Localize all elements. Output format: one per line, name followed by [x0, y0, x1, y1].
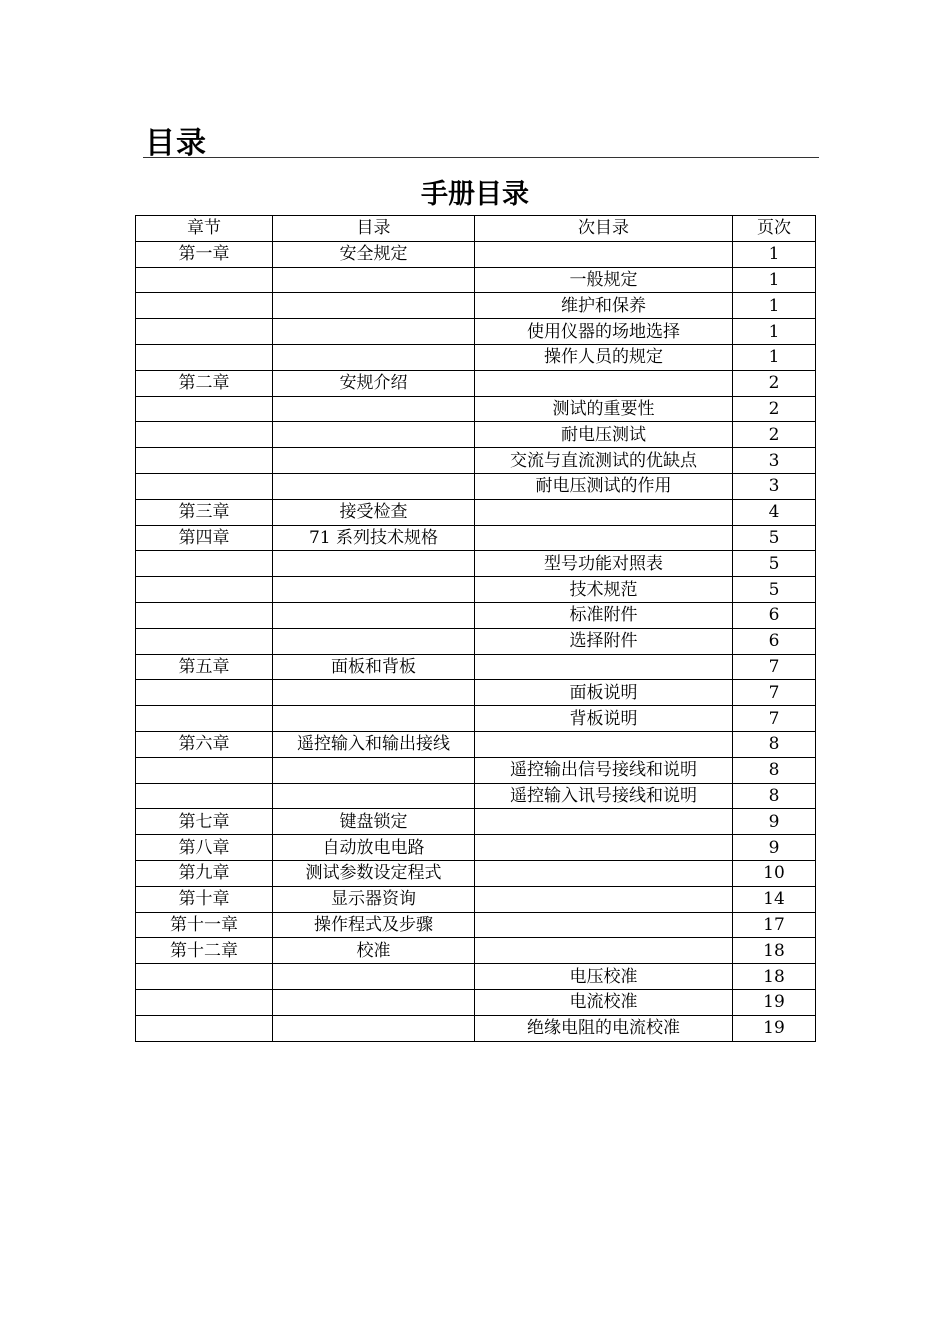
chapter-cell: [136, 783, 273, 809]
subcontents-cell: 交流与直流测试的优缺点: [475, 448, 733, 474]
table-row: [136, 602, 816, 628]
page-cell: 6: [733, 628, 816, 654]
subcontents-cell: 遥控输出信号接线和说明: [475, 757, 733, 783]
toc-body: [136, 241, 816, 1041]
page-cell: 2: [733, 396, 816, 422]
chapter-cell: 第五章: [136, 654, 273, 680]
chapter-cell: [136, 602, 273, 628]
page-cell: 7: [733, 706, 816, 732]
page-cell: 7: [733, 680, 816, 706]
contents-cell: [273, 602, 475, 628]
subcontents-cell: [475, 886, 733, 912]
chapter-cell: [136, 473, 273, 499]
section-heading: 目录: [145, 126, 207, 161]
table-row: [136, 731, 816, 757]
chapter-cell: 第十一章: [136, 912, 273, 938]
contents-cell: [273, 680, 475, 706]
subcontents-cell: 使用仪器的场地选择: [475, 319, 733, 345]
subcontents-cell: [475, 912, 733, 938]
chapter-cell: 第七章: [136, 809, 273, 835]
chapter-cell: [136, 964, 273, 990]
heading-divider: [143, 157, 819, 158]
table-row: [136, 680, 816, 706]
contents-cell: 显示器资询: [273, 886, 475, 912]
header-chapter: 章节: [136, 216, 273, 242]
contents-cell: [273, 319, 475, 345]
subcontents-cell: [475, 938, 733, 964]
contents-cell: 校准: [273, 938, 475, 964]
table-row: [136, 267, 816, 293]
page-cell: 19: [733, 1015, 816, 1041]
subcontents-cell: 面板说明: [475, 680, 733, 706]
chapter-cell: [136, 551, 273, 577]
chapter-cell: 第十章: [136, 886, 273, 912]
contents-cell: 71 系列技术规格: [273, 525, 475, 551]
chapter-cell: [136, 706, 273, 732]
page-cell: 14: [733, 886, 816, 912]
chapter-cell: [136, 319, 273, 345]
subcontents-cell: 耐电压测试的作用: [475, 473, 733, 499]
contents-cell: [273, 422, 475, 448]
subcontents-cell: [475, 525, 733, 551]
subcontents-cell: 操作人员的规定: [475, 344, 733, 370]
page-cell: 6: [733, 602, 816, 628]
contents-cell: [273, 396, 475, 422]
table-row: [136, 989, 816, 1015]
chapter-cell: [136, 396, 273, 422]
toc-table: [135, 215, 816, 1042]
contents-cell: 键盘锁定: [273, 809, 475, 835]
contents-cell: [273, 706, 475, 732]
table-row: [136, 860, 816, 886]
chapter-cell: 第二章: [136, 370, 273, 396]
table-row: [136, 448, 816, 474]
subcontents-cell: 电流校准: [475, 989, 733, 1015]
page-cell: 1: [733, 344, 816, 370]
chapter-cell: [136, 267, 273, 293]
page-cell: 1: [733, 241, 816, 267]
contents-cell: [273, 628, 475, 654]
subcontents-cell: 耐电压测试: [475, 422, 733, 448]
chapter-cell: [136, 628, 273, 654]
contents-cell: [273, 293, 475, 319]
subcontents-cell: 测试的重要性: [475, 396, 733, 422]
table-row: [136, 1015, 816, 1041]
page-cell: 8: [733, 757, 816, 783]
page-cell: 3: [733, 473, 816, 499]
table-row: [136, 525, 816, 551]
table-row: [136, 886, 816, 912]
subcontents-cell: 维护和保养: [475, 293, 733, 319]
page-cell: 18: [733, 938, 816, 964]
contents-cell: 自动放电电路: [273, 835, 475, 861]
contents-cell: 遥控输入和输出接线: [273, 731, 475, 757]
contents-cell: [273, 577, 475, 603]
subcontents-cell: [475, 370, 733, 396]
subcontents-cell: 一般规定: [475, 267, 733, 293]
table-row: [136, 473, 816, 499]
contents-cell: 操作程式及步骤: [273, 912, 475, 938]
subcontents-cell: 技术规范: [475, 577, 733, 603]
contents-cell: [273, 989, 475, 1015]
table-row: [136, 912, 816, 938]
table-row: [136, 241, 816, 267]
table-row: [136, 551, 816, 577]
subcontents-cell: 标准附件: [475, 602, 733, 628]
chapter-cell: 第三章: [136, 499, 273, 525]
header-contents: 目录: [273, 216, 475, 242]
chapter-cell: [136, 757, 273, 783]
table-row: [136, 577, 816, 603]
page-cell: 1: [733, 293, 816, 319]
contents-cell: 面板和背板: [273, 654, 475, 680]
page-cell: 19: [733, 989, 816, 1015]
toc-header-row: [136, 216, 816, 242]
chapter-cell: [136, 293, 273, 319]
chapter-cell: [136, 344, 273, 370]
contents-cell: 接受检查: [273, 499, 475, 525]
page-cell: 8: [733, 731, 816, 757]
chapter-cell: [136, 448, 273, 474]
subcontents-cell: 遥控输入讯号接线和说明: [475, 783, 733, 809]
page-cell: 7: [733, 654, 816, 680]
page-cell: 4: [733, 499, 816, 525]
table-row: [136, 344, 816, 370]
table-row: [136, 370, 816, 396]
subcontents-cell: [475, 835, 733, 861]
chapter-cell: 第一章: [136, 241, 273, 267]
document-title: 手册目录: [421, 179, 529, 210]
chapter-cell: 第十二章: [136, 938, 273, 964]
contents-cell: 测试参数设定程式: [273, 860, 475, 886]
subcontents-cell: 型号功能对照表: [475, 551, 733, 577]
page-cell: 3: [733, 448, 816, 474]
contents-cell: 安全规定: [273, 241, 475, 267]
subcontents-cell: 背板说明: [475, 706, 733, 732]
page-cell: 9: [733, 835, 816, 861]
subcontents-cell: 绝缘电阻的电流校准: [475, 1015, 733, 1041]
page-cell: 2: [733, 422, 816, 448]
page-cell: 2: [733, 370, 816, 396]
header-page: 页次: [733, 216, 816, 242]
table-row: [136, 422, 816, 448]
subcontents-cell: [475, 731, 733, 757]
table-row: [136, 757, 816, 783]
subcontents-cell: 选择附件: [475, 628, 733, 654]
contents-cell: [273, 1015, 475, 1041]
table-row: [136, 938, 816, 964]
subcontents-cell: [475, 241, 733, 267]
chapter-cell: 第九章: [136, 860, 273, 886]
chapter-cell: [136, 422, 273, 448]
table-row: [136, 319, 816, 345]
page-cell: 10: [733, 860, 816, 886]
contents-cell: [273, 267, 475, 293]
page-cell: 9: [733, 809, 816, 835]
header-subcontents: 次目录: [475, 216, 733, 242]
page-cell: 1: [733, 267, 816, 293]
page-cell: 17: [733, 912, 816, 938]
chapter-cell: [136, 1015, 273, 1041]
table-row: [136, 964, 816, 990]
table-row: [136, 809, 816, 835]
table-row: [136, 628, 816, 654]
subcontents-cell: 电压校准: [475, 964, 733, 990]
chapter-cell: 第四章: [136, 525, 273, 551]
contents-cell: 安规介绍: [273, 370, 475, 396]
table-row: [136, 706, 816, 732]
chapter-cell: [136, 680, 273, 706]
page-cell: 18: [733, 964, 816, 990]
table-row: [136, 293, 816, 319]
page-cell: 5: [733, 577, 816, 603]
subcontents-cell: [475, 809, 733, 835]
subcontents-cell: [475, 499, 733, 525]
contents-cell: [273, 473, 475, 499]
table-row: [136, 654, 816, 680]
table-row: [136, 783, 816, 809]
page-cell: 5: [733, 551, 816, 577]
contents-cell: [273, 783, 475, 809]
chapter-cell: 第六章: [136, 731, 273, 757]
subcontents-cell: [475, 860, 733, 886]
chapter-cell: 第八章: [136, 835, 273, 861]
chapter-cell: [136, 989, 273, 1015]
contents-cell: [273, 551, 475, 577]
contents-cell: [273, 344, 475, 370]
table-row: [136, 396, 816, 422]
contents-cell: [273, 757, 475, 783]
subcontents-cell: [475, 654, 733, 680]
page-cell: 1: [733, 319, 816, 345]
chapter-cell: [136, 577, 273, 603]
page-cell: 5: [733, 525, 816, 551]
contents-cell: [273, 964, 475, 990]
table-row: [136, 499, 816, 525]
page-cell: 8: [733, 783, 816, 809]
table-row: [136, 835, 816, 861]
contents-cell: [273, 448, 475, 474]
